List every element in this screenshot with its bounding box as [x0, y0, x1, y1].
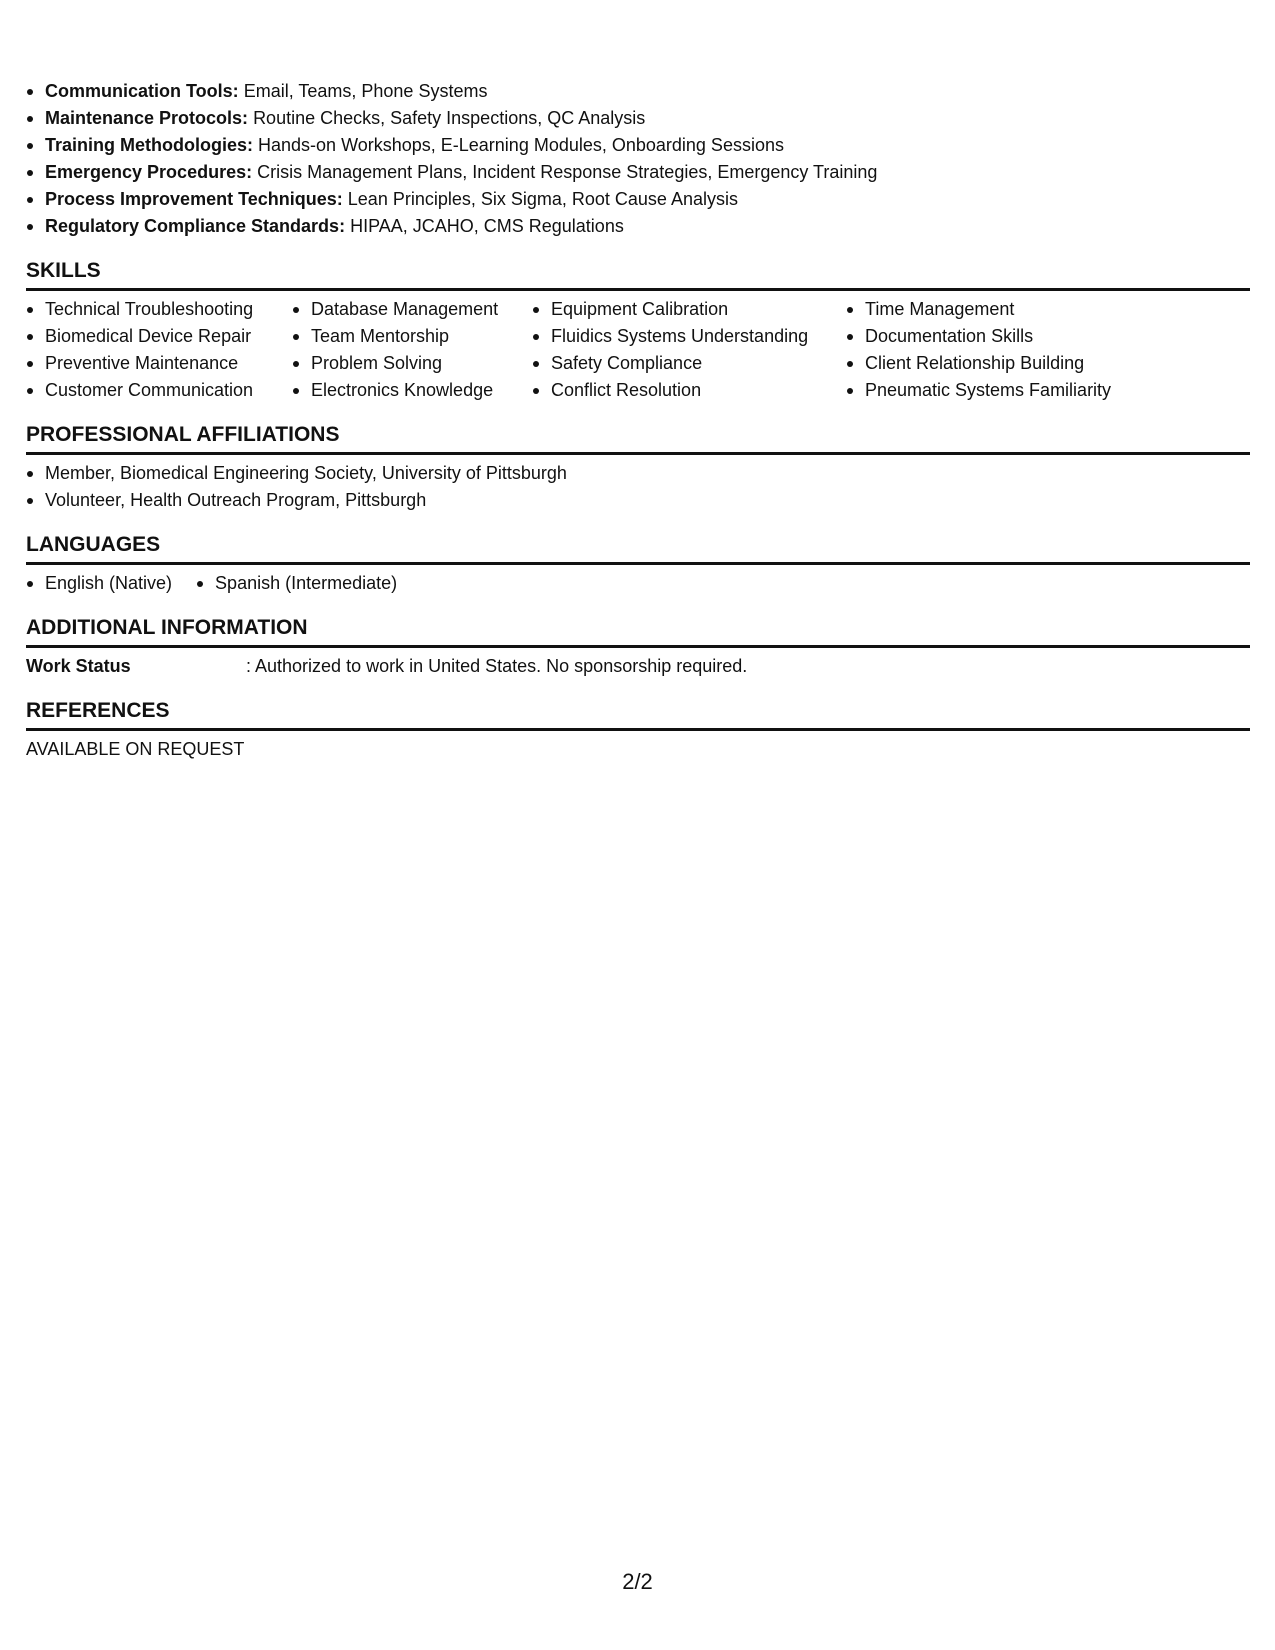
skills-grid [26, 291, 1250, 404]
affiliations-list [26, 455, 1250, 514]
additional-info-heading: ADDITIONAL INFORMATION [26, 597, 1250, 648]
references-text: AVAILABLE ON REQUEST [26, 739, 245, 759]
language-item: English (Native) [26, 570, 172, 597]
list-item [26, 213, 1250, 240]
skills-heading: SKILLS [26, 240, 1250, 291]
skill-item: Preventive Maintenance [26, 350, 292, 377]
skill-item: Fluidics Systems Understanding [532, 323, 846, 350]
tool-label: Maintenance Protocols: [45, 108, 249, 128]
resume-page [26, 78, 1250, 763]
language-item: Spanish (Intermediate) [196, 570, 397, 597]
skill-item: Equipment Calibration [532, 296, 846, 323]
skill-item: Pneumatic Systems Familiarity [846, 377, 1146, 404]
tool-value: Hands-on Workshops, E-Learning Modules, Onboarding Sessions [258, 135, 784, 155]
work-status-label: Work Status [26, 656, 131, 676]
languages-heading: LANGUAGES [26, 514, 1250, 565]
skill-item: Biomedical Device Repair [26, 323, 292, 350]
tool-value: Lean Principles, Six Sigma, Root Cause Analysis [347, 189, 738, 209]
skill-item: Documentation Skills [846, 323, 1146, 350]
list-item [26, 78, 1250, 105]
list-item [26, 186, 1250, 213]
list-item [26, 132, 1250, 159]
tools-list [26, 78, 1250, 240]
tool-label: Process Improvement Techniques: [45, 189, 343, 209]
languages-list [26, 565, 1250, 597]
affiliation-item: Volunteer, Health Outreach Program, Pittsburgh [26, 487, 1250, 514]
tool-label: Regulatory Compliance Standards: [45, 216, 346, 236]
tool-value: Crisis Management Plans, Incident Response Strategies, Emergency Training [257, 162, 878, 182]
skill-item: Time Management [846, 296, 1146, 323]
references-heading: REFERENCES [26, 680, 1250, 731]
tool-label: Emergency Procedures: [45, 162, 253, 182]
skill-item: Database Management [292, 296, 532, 323]
tool-value: Email, Teams, Phone Systems [243, 81, 488, 101]
tool-label: Training Methodologies: [45, 135, 253, 155]
skill-item: Problem Solving [292, 350, 532, 377]
skill-item: Team Mentorship [292, 323, 532, 350]
skill-item: Customer Communication [26, 377, 292, 404]
skill-item: Conflict Resolution [532, 377, 846, 404]
skill-item: Client Relationship Building [846, 350, 1146, 377]
tool-value: HIPAA, JCAHO, CMS Regulations [350, 216, 624, 236]
list-item [26, 159, 1250, 186]
skills-column [846, 296, 1146, 404]
skills-column [26, 296, 292, 404]
skill-item: Safety Compliance [532, 350, 846, 377]
affiliations-heading: PROFESSIONAL AFFILIATIONS [26, 404, 1250, 455]
list-item [26, 105, 1250, 132]
tool-label: Communication Tools: [45, 81, 239, 101]
skills-column [532, 296, 846, 404]
affiliation-item: Member, Biomedical Engineering Society, University of Pittsburgh [26, 460, 1250, 487]
work-status-row [26, 648, 1250, 680]
skill-item: Electronics Knowledge [292, 377, 532, 404]
skill-item: Technical Troubleshooting [26, 296, 292, 323]
tool-value: Routine Checks, Safety Inspections, QC Analysis [253, 108, 646, 128]
skills-column [292, 296, 532, 404]
work-status-value: : Authorized to work in United States. No sponsorship required. [246, 656, 748, 676]
page-number: 2/2 [622, 1569, 653, 1594]
